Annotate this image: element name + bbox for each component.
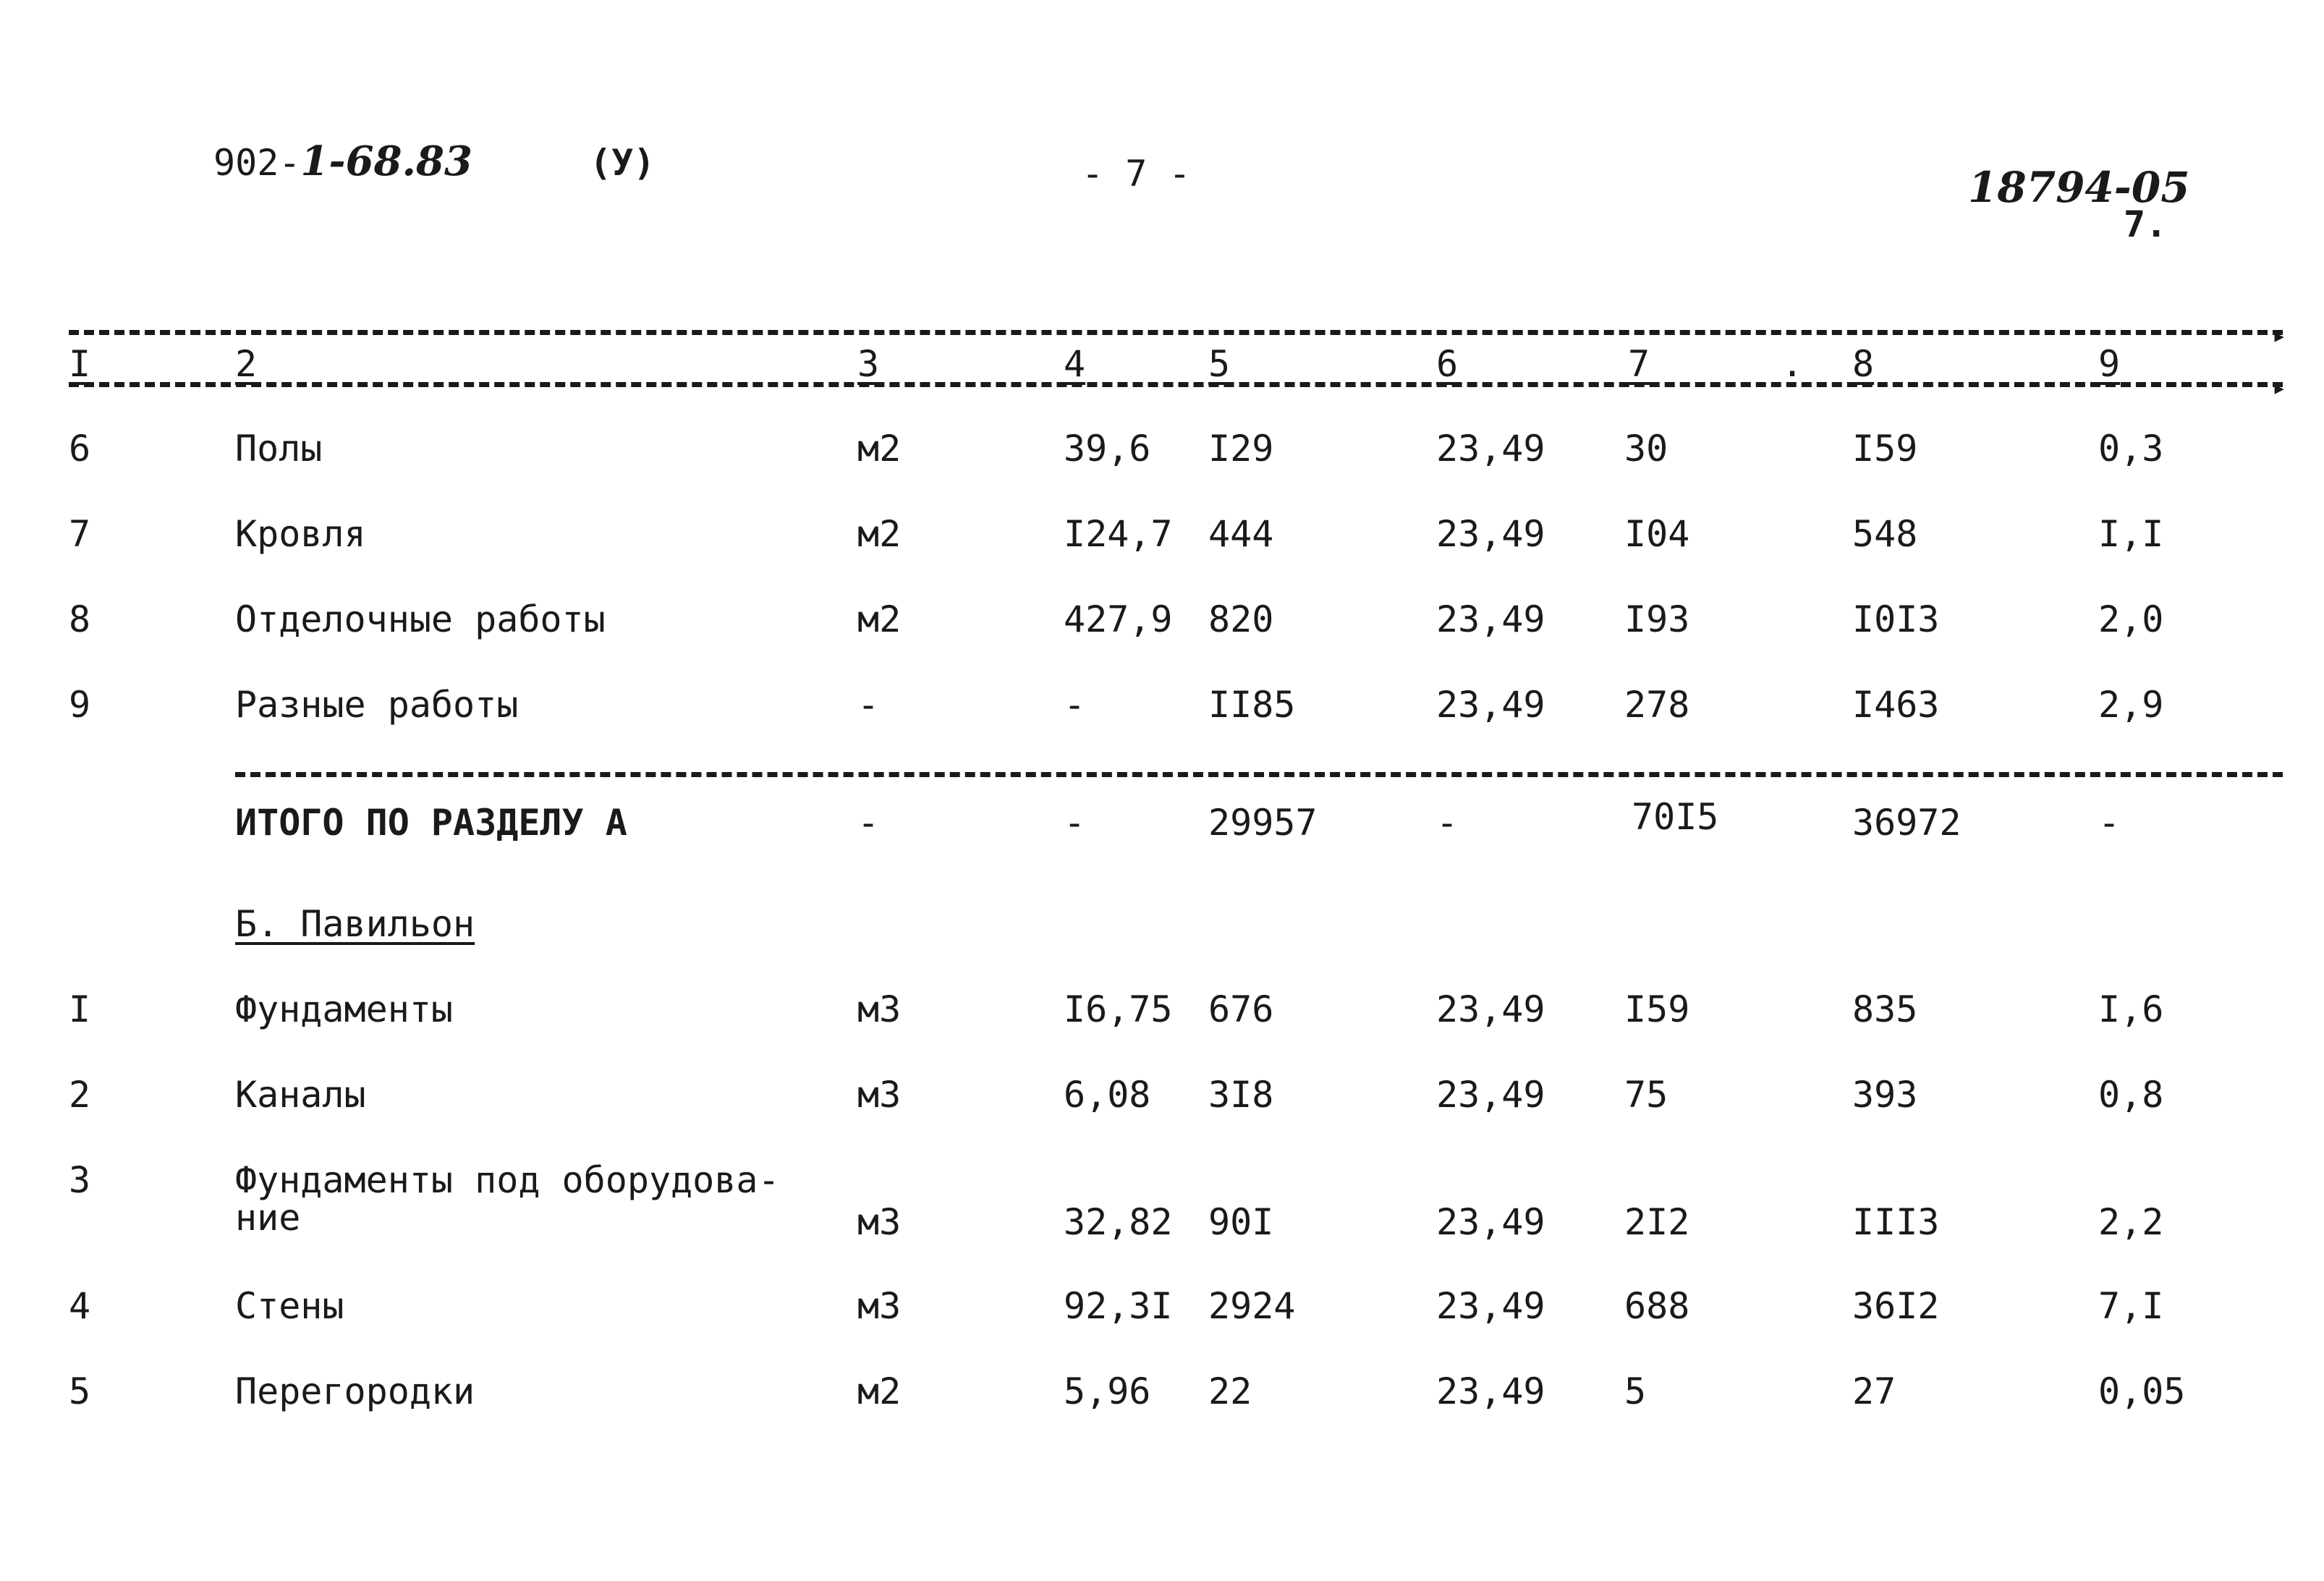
row-number: 2 xyxy=(69,1074,91,1116)
table-row xyxy=(0,1285,2324,1339)
row-quantity: 6,08 xyxy=(1064,1074,1151,1116)
row-number: 9 xyxy=(69,684,91,726)
header-rule-top xyxy=(69,330,2283,335)
column-header: 3 xyxy=(857,343,880,385)
total-unit: - xyxy=(857,802,880,844)
table-row xyxy=(0,1074,2324,1127)
row-col8: 393 xyxy=(1852,1074,1918,1116)
row-col5: 444 xyxy=(1208,513,1274,555)
row-number: 8 xyxy=(69,598,91,640)
arrow-right-icon: ▸ xyxy=(2272,373,2287,402)
row-name: Стены xyxy=(235,1285,344,1327)
row-col8: 27 xyxy=(1852,1370,1896,1412)
row-col5: 2924 xyxy=(1208,1285,1296,1327)
row-col6: 23,49 xyxy=(1436,598,1545,640)
row-col9: 0,3 xyxy=(2098,428,2164,470)
row-col9: 0,8 xyxy=(2098,1074,2164,1116)
row-quantity: I6,75 xyxy=(1064,988,1173,1030)
row-unit: м2 xyxy=(857,513,902,555)
row-col8: 548 xyxy=(1852,513,1918,555)
row-col5: I29 xyxy=(1208,428,1274,470)
total-col7: 70I5 xyxy=(1632,796,1719,838)
row-col8: 835 xyxy=(1852,988,1918,1030)
table-row xyxy=(0,1370,2324,1424)
row-unit: - xyxy=(857,684,880,726)
row-col5: 676 xyxy=(1208,988,1274,1030)
row-col8: I0I3 xyxy=(1852,598,1940,640)
row-col8: III3 xyxy=(1852,1201,1940,1243)
column-separator-dot: . xyxy=(1781,343,1804,385)
row-name: Фундаменты xyxy=(235,988,454,1030)
row-col7: 75 xyxy=(1624,1074,1668,1116)
column-header: 4 xyxy=(1064,343,1086,385)
page-number: - 7 - xyxy=(1082,153,1191,195)
row-quantity: I24,7 xyxy=(1064,513,1173,555)
row-name-line2: ние xyxy=(235,1197,301,1239)
total-col9: - xyxy=(2098,802,2121,844)
table-row xyxy=(0,513,2324,567)
row-number: 6 xyxy=(69,428,91,470)
row-col8: I59 xyxy=(1852,428,1918,470)
row-col7: I59 xyxy=(1624,988,1690,1030)
row-quantity: 39,6 xyxy=(1064,428,1151,470)
row-col9: I,6 xyxy=(2098,988,2164,1030)
row-quantity: 427,9 xyxy=(1064,598,1173,640)
row-col6: 23,49 xyxy=(1436,428,1545,470)
row-col6: 23,49 xyxy=(1436,1201,1545,1243)
row-col7: I93 xyxy=(1624,598,1690,640)
row-col9: 7,I xyxy=(2098,1285,2164,1327)
total-col8: 36972 xyxy=(1852,802,1962,844)
row-col5: 90I xyxy=(1208,1201,1274,1243)
table-row xyxy=(0,598,2324,652)
document-number xyxy=(213,137,472,185)
total-quantity: - xyxy=(1064,802,1086,844)
column-header-row xyxy=(0,343,2324,397)
row-name: Перегородки xyxy=(235,1370,475,1412)
row-quantity: 5,96 xyxy=(1064,1370,1151,1412)
row-col9: 2,0 xyxy=(2098,598,2164,640)
row-name: Кровля xyxy=(235,513,366,555)
row-col6: 23,49 xyxy=(1436,1370,1545,1412)
row-unit: м3 xyxy=(857,1285,902,1327)
row-col7: 30 xyxy=(1624,428,1668,470)
row-col6: 23,49 xyxy=(1436,1074,1545,1116)
column-header: 8 xyxy=(1852,343,1875,385)
column-header: 2 xyxy=(235,343,258,385)
section-b-title-row xyxy=(0,903,2324,957)
row-unit: м3 xyxy=(857,1074,902,1116)
row-name: Каналы xyxy=(235,1074,366,1116)
total-row xyxy=(0,796,2324,855)
row-unit: м2 xyxy=(857,598,902,640)
row-col7: 2I2 xyxy=(1624,1201,1690,1243)
arrow-right-icon: ▸ xyxy=(2272,321,2287,350)
row-col9: I,I xyxy=(2098,513,2164,555)
column-header: I xyxy=(69,343,91,385)
table-row xyxy=(0,988,2324,1042)
total-col6: - xyxy=(1436,802,1459,844)
row-col6: 23,49 xyxy=(1436,1285,1545,1327)
total-rule xyxy=(235,772,2283,777)
column-header: 7 xyxy=(1628,343,1650,385)
row-col8: I463 xyxy=(1852,684,1940,726)
document-mark: (У) xyxy=(590,142,656,184)
row-col9: 0,05 xyxy=(2098,1370,2186,1412)
column-header: 5 xyxy=(1208,343,1231,385)
row-unit: м2 xyxy=(857,428,902,470)
row-quantity: - xyxy=(1064,684,1086,726)
row-col5: 820 xyxy=(1208,598,1274,640)
section-title: Б. Павильон xyxy=(235,903,475,945)
row-unit: м2 xyxy=(857,1370,902,1412)
row-number: 4 xyxy=(69,1285,91,1327)
total-col5: 29957 xyxy=(1208,802,1318,844)
table-row xyxy=(0,684,2324,737)
row-col6: 23,49 xyxy=(1436,513,1545,555)
row-number: 7 xyxy=(69,513,91,555)
table-row xyxy=(0,428,2324,481)
row-col9: 2,2 xyxy=(2098,1201,2164,1243)
row-col5: 22 xyxy=(1208,1370,1252,1412)
table-row xyxy=(0,1159,2324,1256)
column-header: 6 xyxy=(1436,343,1459,385)
row-col7: 688 xyxy=(1624,1285,1690,1327)
stamp-number: 18794-05 xyxy=(1968,163,2190,212)
row-unit: м3 xyxy=(857,1201,902,1243)
row-col5: 3I8 xyxy=(1208,1074,1274,1116)
row-name-line1: Фундаменты под оборудова- xyxy=(235,1159,780,1201)
row-name: Отделочные работы xyxy=(235,598,606,640)
row-col5: II85 xyxy=(1208,684,1296,726)
row-unit: м3 xyxy=(857,988,902,1030)
row-quantity: 92,3I xyxy=(1064,1285,1173,1327)
row-col8: 36I2 xyxy=(1852,1285,1940,1327)
row-quantity: 32,82 xyxy=(1064,1201,1173,1243)
row-col6: 23,49 xyxy=(1436,684,1545,726)
row-number: 3 xyxy=(69,1159,91,1201)
row-col7: 5 xyxy=(1624,1370,1647,1412)
column-header: 9 xyxy=(2098,343,2121,385)
row-name: Полы xyxy=(235,428,323,470)
stamp-page: 7. xyxy=(2124,203,2168,245)
row-col7: I04 xyxy=(1624,513,1690,555)
total-label: ИТОГО ПО РАЗДЕЛУ А xyxy=(235,802,627,844)
document-number-printed: 902- xyxy=(213,142,301,184)
row-number: I xyxy=(69,988,91,1030)
document-number-handwritten: 1-68.83 xyxy=(300,137,472,185)
row-name: Разные работы xyxy=(235,684,519,726)
row-col9: 2,9 xyxy=(2098,684,2164,726)
row-col6: 23,49 xyxy=(1436,988,1545,1030)
row-number: 5 xyxy=(69,1370,91,1412)
row-col7: 278 xyxy=(1624,684,1690,726)
